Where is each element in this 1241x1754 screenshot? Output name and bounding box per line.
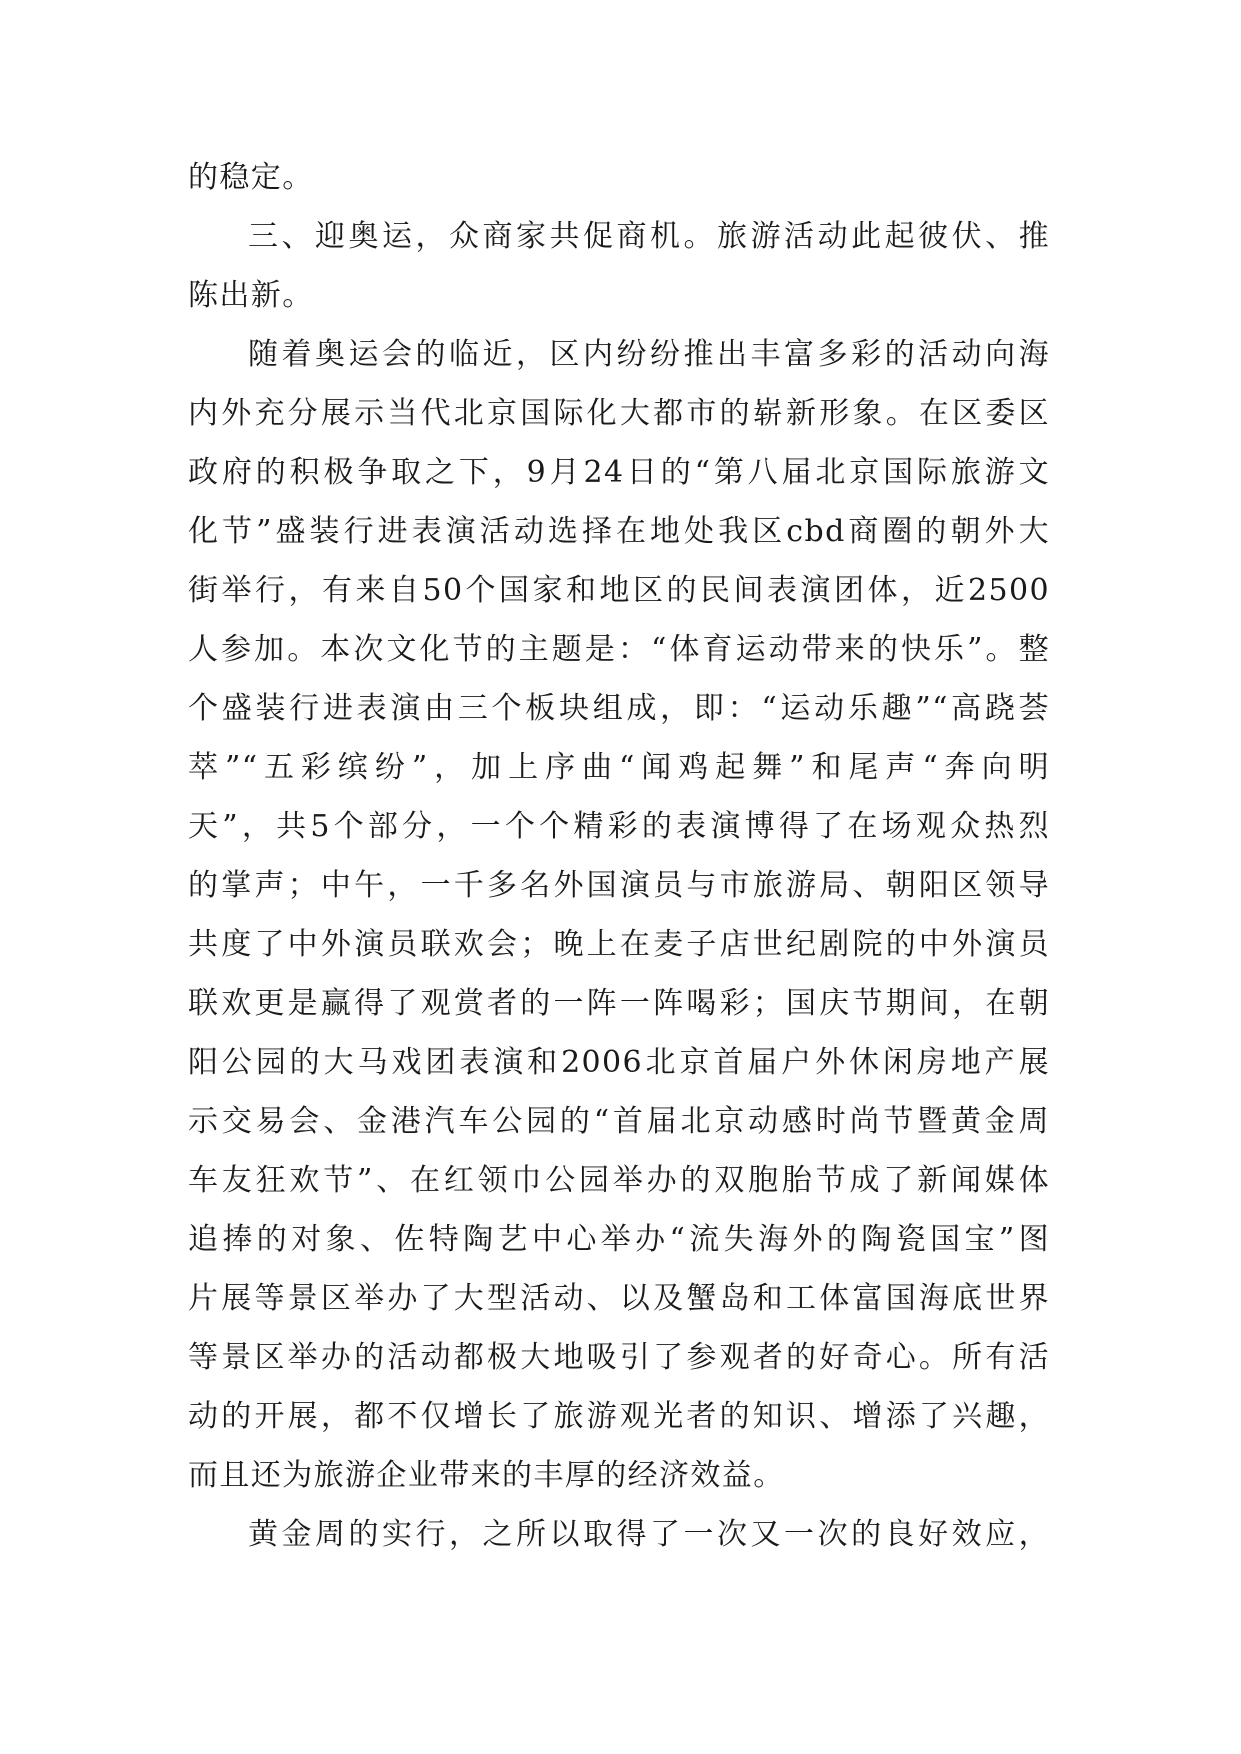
text-line: 示交易会、金港汽车公园的“首届北京动感时尚节暨黄金周 xyxy=(188,1104,1050,1139)
text-line: 内外充分展示当代北京国际化大都市的崭新形象。在区委区 xyxy=(188,396,1050,431)
text-line: 共度了中外演员联欢会；晚上在麦子店世纪剧院的中外演员 xyxy=(188,927,1050,962)
text-line: 随着奥运会的临近，区内纷纷推出丰富多彩的活动向海 xyxy=(248,337,1050,372)
text-line: 而且还为旅游企业带来的丰厚的经济效益。 xyxy=(188,1458,785,1493)
text-line: 化节”盛装行进表演活动选择在地处我区cbd商圈的朝外大 xyxy=(188,514,1050,549)
text-line: 的稳定。 xyxy=(188,160,314,195)
text-line: 萃”“五彩缤纷”，加上序曲“闻鸡起舞”和尾声“奔向明 xyxy=(188,750,1050,785)
section-heading-line: 陈出新。 xyxy=(188,278,314,313)
text-line: 片展等景区举办了大型活动、以及蟹岛和工体富国海底世界 xyxy=(188,1281,1050,1316)
text-line: 政府的积极争取之下，9月24日的“第八届北京国际旅游文 xyxy=(188,455,1050,490)
section-heading-line: 三、迎奥运，众商家共促商机。旅游活动此起彼伏、推 xyxy=(248,219,1050,254)
text-line: 黄金周的实行，之所以取得了一次又一次的良好效应， xyxy=(248,1517,1050,1552)
text-line: 的掌声；中午，一千多名外国演员与市旅游局、朝阳区领导 xyxy=(188,868,1050,903)
text-line: 人参加。本次文化节的主题是：“体育运动带来的快乐”。整 xyxy=(188,632,1050,667)
text-line: 联欢更是赢得了观赏者的一阵一阵喝彩；国庆节期间，在朝 xyxy=(188,986,1050,1021)
text-line: 等景区举办的活动都极大地吸引了参观者的好奇心。所有活 xyxy=(188,1340,1050,1375)
text-line: 街举行，有来自50个国家和地区的民间表演团体，近2500 xyxy=(188,573,1050,608)
body-text xyxy=(188,148,1050,1564)
text-line: 动的开展，都不仅增长了旅游观光者的知识、增添了兴趣， xyxy=(188,1399,1050,1434)
text-line: 个盛装行进表演由三个板块组成，即：“运动乐趣”“高跷荟 xyxy=(188,691,1050,726)
text-line: 车友狂欢节”、在红领巾公园举办的双胞胎节成了新闻媒体 xyxy=(188,1163,1050,1198)
text-line: 天”，共5个部分，一个个精彩的表演博得了在场观众热烈 xyxy=(188,809,1050,844)
text-line: 阳公园的大马戏团表演和2006北京首届户外休闲房地产展 xyxy=(188,1045,1050,1080)
text-line: 追捧的对象、佐特陶艺中心举办“流失海外的陶瓷国宝”图 xyxy=(188,1222,1050,1257)
